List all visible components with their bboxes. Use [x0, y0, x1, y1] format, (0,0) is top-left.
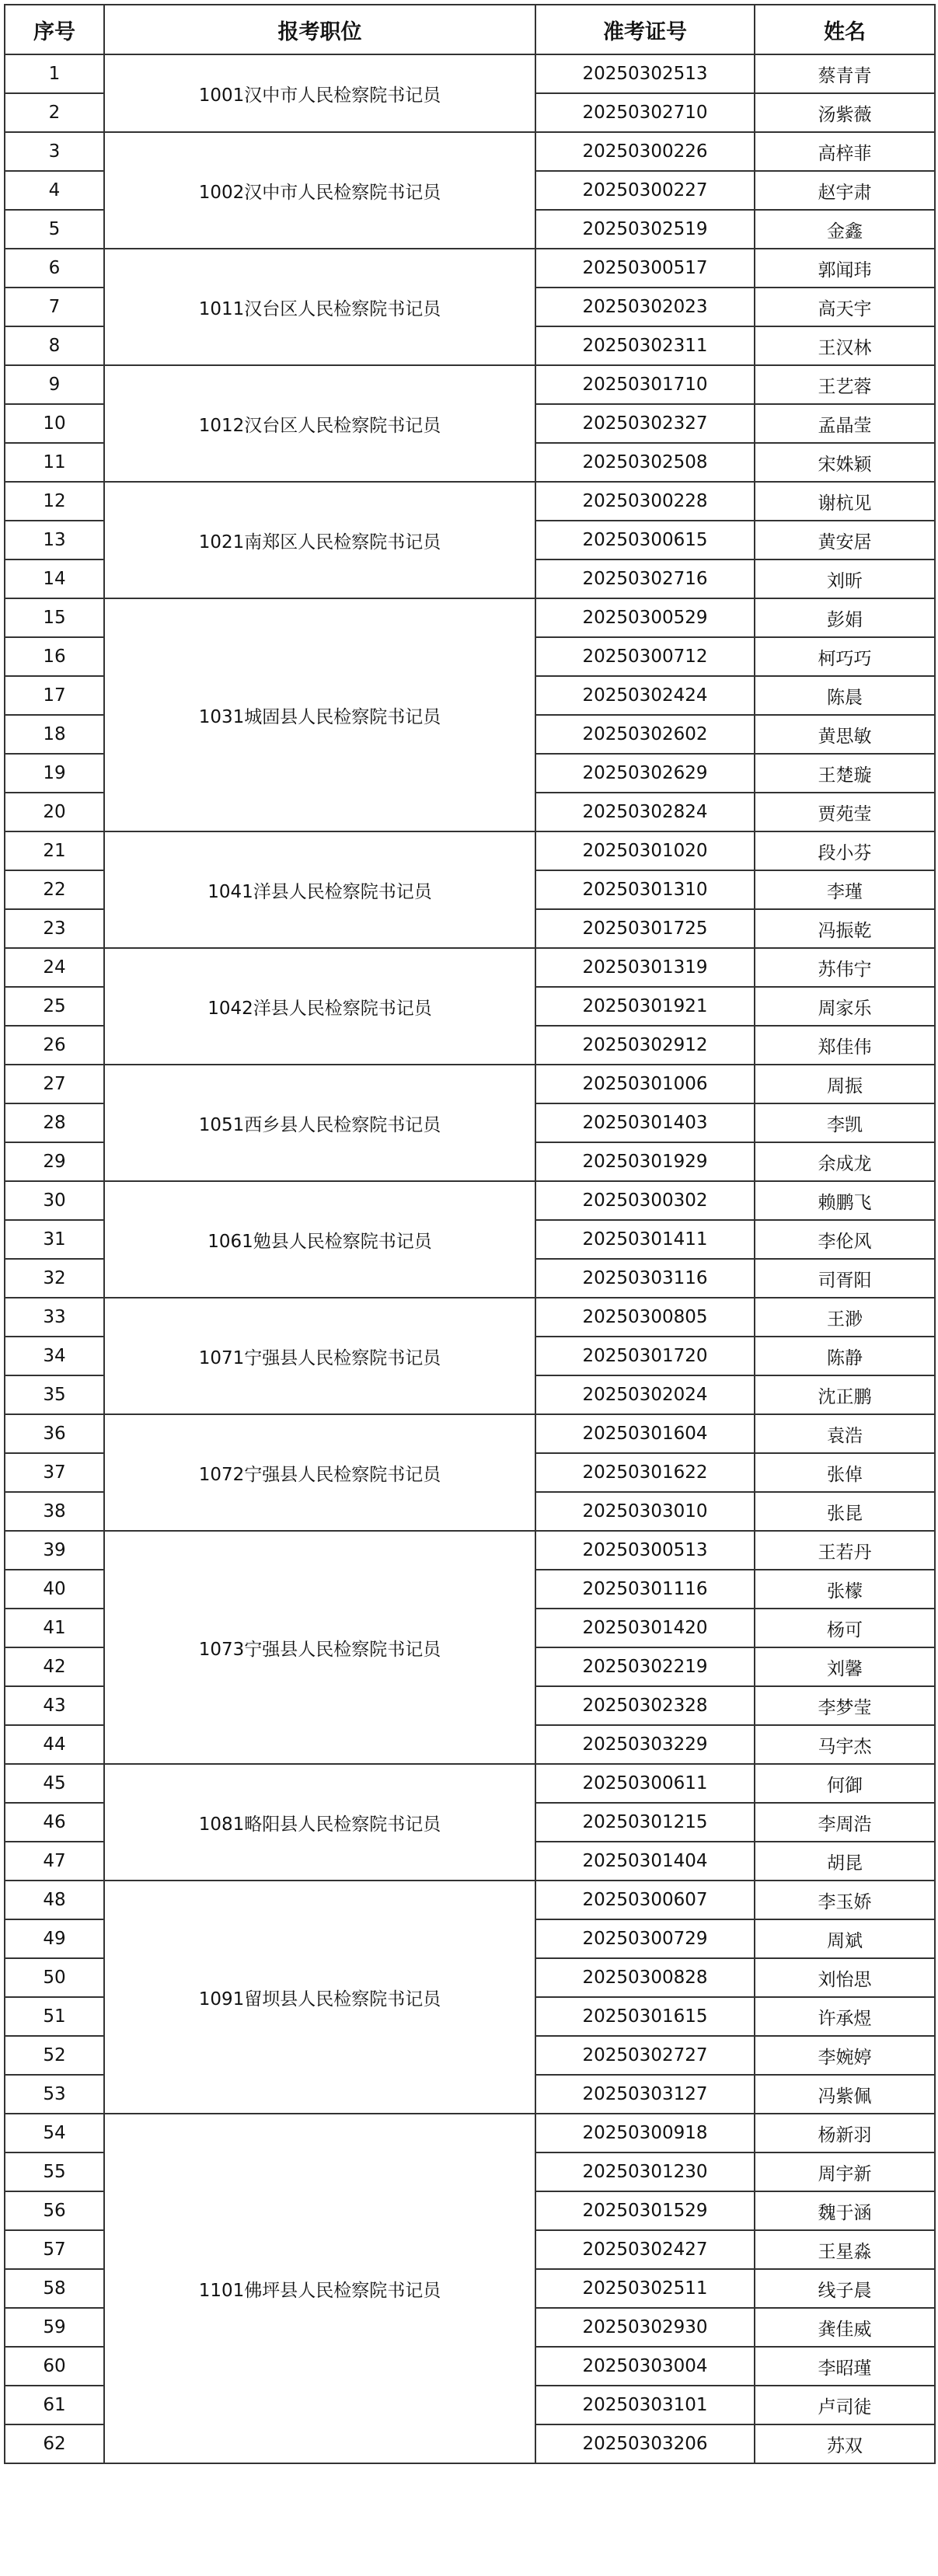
name-cell: 黄安居 — [755, 521, 935, 559]
seq-cell: 60 — [5, 2347, 104, 2386]
exam-id-cell: 20250301404 — [535, 1842, 755, 1881]
seq-cell: 34 — [5, 1337, 104, 1375]
position-cell: 1012汉台区人民检察院书记员 — [104, 365, 535, 482]
table-row — [5, 948, 935, 987]
name-cell: 汤紫薇 — [755, 93, 935, 132]
exam-id-cell: 20250300513 — [535, 1531, 755, 1570]
seq-cell: 4 — [5, 171, 104, 210]
table-row — [5, 1531, 935, 1570]
exam-id-cell: 20250302427 — [535, 2230, 755, 2269]
name-cell: 线子晨 — [755, 2269, 935, 2308]
seq-cell: 40 — [5, 1570, 104, 1609]
exam-id-cell: 20250303127 — [535, 2075, 755, 2114]
seq-cell: 24 — [5, 948, 104, 987]
name-cell: 赖鹏飞 — [755, 1181, 935, 1220]
exam-id-cell: 20250302327 — [535, 404, 755, 443]
seq-cell: 13 — [5, 521, 104, 559]
table-row — [5, 482, 935, 521]
seq-cell: 45 — [5, 1764, 104, 1803]
name-cell: 张倬 — [755, 1453, 935, 1492]
exam-id-cell: 20250302424 — [535, 676, 755, 715]
exam-id-cell: 20250300302 — [535, 1181, 755, 1220]
table-row — [5, 1881, 935, 1919]
seq-cell: 11 — [5, 443, 104, 482]
seq-cell: 8 — [5, 326, 104, 365]
seq-cell: 61 — [5, 2386, 104, 2424]
position-cell: 1021南郑区人民检察院书记员 — [104, 482, 535, 598]
seq-cell: 62 — [5, 2424, 104, 2463]
name-cell: 李玉娇 — [755, 1881, 935, 1919]
name-cell: 李凯 — [755, 1103, 935, 1142]
seq-cell: 2 — [5, 93, 104, 132]
exam-id-cell: 20250300805 — [535, 1298, 755, 1337]
seq-cell: 44 — [5, 1725, 104, 1764]
exam-id-cell: 20250302519 — [535, 210, 755, 249]
table-row — [5, 132, 935, 171]
name-cell: 魏于涵 — [755, 2191, 935, 2230]
seq-cell: 52 — [5, 2036, 104, 2075]
position-cell: 1071宁强县人民检察院书记员 — [104, 1298, 535, 1414]
seq-cell: 18 — [5, 715, 104, 754]
exam-id-cell: 20250300228 — [535, 482, 755, 521]
exam-id-cell: 20250301921 — [535, 987, 755, 1026]
name-cell: 柯巧巧 — [755, 637, 935, 676]
table-row — [5, 365, 935, 404]
table-row — [5, 1065, 935, 1103]
name-cell: 刘怡思 — [755, 1958, 935, 1997]
exam-id-cell: 20250302513 — [535, 54, 755, 93]
exam-id-cell: 20250302716 — [535, 559, 755, 598]
exam-id-cell: 20250301710 — [535, 365, 755, 404]
name-cell: 王艺蓉 — [755, 365, 935, 404]
seq-cell: 3 — [5, 132, 104, 171]
name-cell: 龚佳威 — [755, 2308, 935, 2347]
name-cell: 孟晶莹 — [755, 404, 935, 443]
name-cell: 王若丹 — [755, 1531, 935, 1570]
name-cell: 彭娟 — [755, 598, 935, 637]
seq-cell: 54 — [5, 2114, 104, 2152]
position-cell: 1061勉县人民检察院书记员 — [104, 1181, 535, 1298]
seq-cell: 23 — [5, 909, 104, 948]
seq-cell: 57 — [5, 2230, 104, 2269]
seq-cell: 35 — [5, 1375, 104, 1414]
name-cell: 刘昕 — [755, 559, 935, 598]
exam-id-cell: 20250300918 — [535, 2114, 755, 2152]
exam-id-cell: 20250301720 — [535, 1337, 755, 1375]
exam-id-cell: 20250302912 — [535, 1026, 755, 1065]
exam-id-cell: 20250301615 — [535, 1997, 755, 2036]
name-cell: 宋姝颖 — [755, 443, 935, 482]
position-cell: 1031城固县人民检察院书记员 — [104, 598, 535, 831]
name-cell: 卢司徒 — [755, 2386, 935, 2424]
position-cell: 1081略阳县人民检察院书记员 — [104, 1764, 535, 1881]
exam-id-cell: 20250301116 — [535, 1570, 755, 1609]
name-cell: 刘馨 — [755, 1647, 935, 1686]
exam-id-cell: 20250301215 — [535, 1803, 755, 1842]
position-cell: 1002汉中市人民检察院书记员 — [104, 132, 535, 249]
exam-id-cell: 20250302930 — [535, 2308, 755, 2347]
table-row — [5, 1181, 935, 1220]
seq-cell: 50 — [5, 1958, 104, 1997]
seq-cell: 42 — [5, 1647, 104, 1686]
seq-cell: 17 — [5, 676, 104, 715]
seq-cell: 22 — [5, 870, 104, 909]
exam-id-cell: 20250302328 — [535, 1686, 755, 1725]
seq-cell: 20 — [5, 793, 104, 831]
position-cell: 1091留坝县人民检察院书记员 — [104, 1881, 535, 2114]
name-cell: 李伦风 — [755, 1220, 935, 1259]
seq-cell: 53 — [5, 2075, 104, 2114]
seq-cell: 47 — [5, 1842, 104, 1881]
seq-cell: 27 — [5, 1065, 104, 1103]
name-cell: 周振 — [755, 1065, 935, 1103]
seq-cell: 59 — [5, 2308, 104, 2347]
exam-id-cell: 20250300529 — [535, 598, 755, 637]
exam-id-cell: 20250302511 — [535, 2269, 755, 2308]
seq-cell: 10 — [5, 404, 104, 443]
name-cell: 王汉林 — [755, 326, 935, 365]
seq-cell: 49 — [5, 1919, 104, 1958]
seq-cell: 37 — [5, 1453, 104, 1492]
name-cell: 李瑾 — [755, 870, 935, 909]
seq-cell: 46 — [5, 1803, 104, 1842]
seq-cell: 16 — [5, 637, 104, 676]
exam-id-cell: 20250301310 — [535, 870, 755, 909]
seq-cell: 58 — [5, 2269, 104, 2308]
exam-id-cell: 20250301725 — [535, 909, 755, 948]
seq-cell: 25 — [5, 987, 104, 1026]
name-cell: 王楚璇 — [755, 754, 935, 793]
results-table — [4, 4, 936, 2464]
table-body — [5, 54, 935, 2463]
table-row — [5, 1414, 935, 1453]
name-cell: 高天宇 — [755, 288, 935, 326]
exam-id-cell: 20250300517 — [535, 249, 755, 288]
position-cell: 1073宁强县人民检察院书记员 — [104, 1531, 535, 1764]
exam-id-cell: 20250300615 — [535, 521, 755, 559]
name-cell: 郑佳伟 — [755, 1026, 935, 1065]
name-cell: 苏双 — [755, 2424, 935, 2463]
name-cell: 周宇新 — [755, 2152, 935, 2191]
name-cell: 司胥阳 — [755, 1259, 935, 1298]
exam-id-cell: 20250300729 — [535, 1919, 755, 1958]
seq-cell: 26 — [5, 1026, 104, 1065]
name-cell: 李昭瑾 — [755, 2347, 935, 2386]
exam-id-cell: 20250303206 — [535, 2424, 755, 2463]
exam-id-cell: 20250301622 — [535, 1453, 755, 1492]
exam-id-cell: 20250301604 — [535, 1414, 755, 1453]
name-cell: 杨可 — [755, 1609, 935, 1647]
exam-id-cell: 20250300227 — [535, 171, 755, 210]
table-row — [5, 54, 935, 93]
name-cell: 周家乐 — [755, 987, 935, 1026]
name-cell: 许承煜 — [755, 1997, 935, 2036]
seq-cell: 30 — [5, 1181, 104, 1220]
position-cell: 1072宁强县人民检察院书记员 — [104, 1414, 535, 1531]
seq-cell: 56 — [5, 2191, 104, 2230]
exam-id-cell: 20250301929 — [535, 1142, 755, 1181]
header-row — [5, 5, 935, 54]
exam-id-cell: 20250303101 — [535, 2386, 755, 2424]
exam-id-cell: 20250300607 — [535, 1881, 755, 1919]
exam-id-cell: 20250300712 — [535, 637, 755, 676]
name-cell: 陈静 — [755, 1337, 935, 1375]
exam-id-cell: 20250302024 — [535, 1375, 755, 1414]
name-cell: 李梦莹 — [755, 1686, 935, 1725]
exam-id-cell: 20250300226 — [535, 132, 755, 171]
exam-id-cell: 20250303116 — [535, 1259, 755, 1298]
name-cell: 张昆 — [755, 1492, 935, 1531]
exam-id-cell: 20250302824 — [535, 793, 755, 831]
seq-cell: 38 — [5, 1492, 104, 1531]
seq-cell: 21 — [5, 831, 104, 870]
exam-id-cell: 20250303004 — [535, 2347, 755, 2386]
exam-id-cell: 20250300611 — [535, 1764, 755, 1803]
header-name: 姓名 — [755, 5, 935, 54]
exam-id-cell: 20250302311 — [535, 326, 755, 365]
name-cell: 段小芬 — [755, 831, 935, 870]
seq-cell: 32 — [5, 1259, 104, 1298]
name-cell: 何御 — [755, 1764, 935, 1803]
exam-id-cell: 20250301411 — [535, 1220, 755, 1259]
name-cell: 谢杭见 — [755, 482, 935, 521]
seq-cell: 7 — [5, 288, 104, 326]
name-cell: 王渺 — [755, 1298, 935, 1337]
name-cell: 金鑫 — [755, 210, 935, 249]
seq-cell: 15 — [5, 598, 104, 637]
position-cell: 1011汉台区人民检察院书记员 — [104, 249, 535, 365]
name-cell: 李周浩 — [755, 1803, 935, 1842]
seq-cell: 31 — [5, 1220, 104, 1259]
seq-cell: 29 — [5, 1142, 104, 1181]
name-cell: 冯振乾 — [755, 909, 935, 948]
exam-id-cell: 20250301230 — [535, 2152, 755, 2191]
seq-cell: 5 — [5, 210, 104, 249]
position-cell: 1001汉中市人民检察院书记员 — [104, 54, 535, 132]
exam-id-cell: 20250301020 — [535, 831, 755, 870]
exam-id-cell: 20250303010 — [535, 1492, 755, 1531]
name-cell: 杨新羽 — [755, 2114, 935, 2152]
exam-id-cell: 20250302602 — [535, 715, 755, 754]
header-position: 报考职位 — [104, 5, 535, 54]
name-cell: 贾苑莹 — [755, 793, 935, 831]
seq-cell: 51 — [5, 1997, 104, 2036]
exam-id-cell: 20250301529 — [535, 2191, 755, 2230]
table-row — [5, 2114, 935, 2152]
table-row — [5, 598, 935, 637]
exam-id-cell: 20250302710 — [535, 93, 755, 132]
seq-cell: 6 — [5, 249, 104, 288]
name-cell: 高梓菲 — [755, 132, 935, 171]
seq-cell: 39 — [5, 1531, 104, 1570]
seq-cell: 36 — [5, 1414, 104, 1453]
seq-cell: 12 — [5, 482, 104, 521]
exam-id-cell: 20250302629 — [535, 754, 755, 793]
position-cell: 1041洋县人民检察院书记员 — [104, 831, 535, 948]
exam-id-cell: 20250301319 — [535, 948, 755, 987]
name-cell: 陈晨 — [755, 676, 935, 715]
exam-id-cell: 20250301403 — [535, 1103, 755, 1142]
exam-id-cell: 20250302508 — [535, 443, 755, 482]
table-row — [5, 249, 935, 288]
exam-id-cell: 20250302727 — [535, 2036, 755, 2075]
table-row — [5, 831, 935, 870]
table-row — [5, 1298, 935, 1337]
name-cell: 赵宇肃 — [755, 171, 935, 210]
name-cell: 黄思敏 — [755, 715, 935, 754]
name-cell: 蔡青青 — [755, 54, 935, 93]
seq-cell: 33 — [5, 1298, 104, 1337]
seq-cell: 55 — [5, 2152, 104, 2191]
name-cell: 马宇杰 — [755, 1725, 935, 1764]
position-cell: 1042洋县人民检察院书记员 — [104, 948, 535, 1065]
name-cell: 冯紫佩 — [755, 2075, 935, 2114]
exam-id-cell: 20250301420 — [535, 1609, 755, 1647]
seq-cell: 14 — [5, 559, 104, 598]
position-cell: 1101佛坪县人民检察院书记员 — [104, 2114, 535, 2463]
seq-cell: 9 — [5, 365, 104, 404]
seq-cell: 19 — [5, 754, 104, 793]
exam-id-cell: 20250301006 — [535, 1065, 755, 1103]
name-cell: 余成龙 — [755, 1142, 935, 1181]
name-cell: 郭闻玮 — [755, 249, 935, 288]
position-cell: 1051西乡县人民检察院书记员 — [104, 1065, 535, 1181]
name-cell: 胡昆 — [755, 1842, 935, 1881]
exam-id-cell: 20250302023 — [535, 288, 755, 326]
seq-cell: 43 — [5, 1686, 104, 1725]
name-cell: 袁浩 — [755, 1414, 935, 1453]
name-cell: 李婉婷 — [755, 2036, 935, 2075]
name-cell: 张檬 — [755, 1570, 935, 1609]
exam-id-cell: 20250302219 — [535, 1647, 755, 1686]
table-row — [5, 1764, 935, 1803]
header-seq: 序号 — [5, 5, 104, 54]
name-cell: 王星淼 — [755, 2230, 935, 2269]
exam-id-cell: 20250303229 — [535, 1725, 755, 1764]
seq-cell: 41 — [5, 1609, 104, 1647]
seq-cell: 48 — [5, 1881, 104, 1919]
name-cell: 周斌 — [755, 1919, 935, 1958]
name-cell: 苏伟宁 — [755, 948, 935, 987]
name-cell: 沈正鹏 — [755, 1375, 935, 1414]
seq-cell: 28 — [5, 1103, 104, 1142]
seq-cell: 1 — [5, 54, 104, 93]
exam-id-cell: 20250300828 — [535, 1958, 755, 1997]
header-exam-id: 准考证号 — [535, 5, 755, 54]
